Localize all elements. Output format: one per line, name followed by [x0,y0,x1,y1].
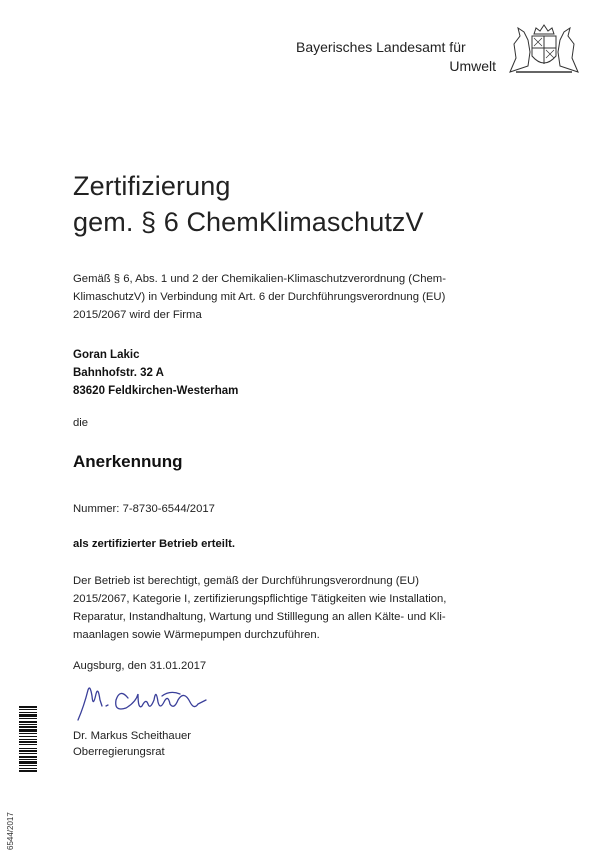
authority-name [296,38,496,76]
title-line-1: Zertifizierung [73,171,231,201]
scope-line-1: Der Betrieb ist berechtigt, gemäß der Durchführungsverordnung (EU) [73,575,419,587]
signer-block [73,728,191,760]
authority-line-1: Bayerisches Landesamt für [296,39,466,55]
handwritten-signature [66,676,216,726]
intro-line-2: KlimaschutzV) in Verbindung mit Art. 6 der Durchführungsverordnung (EU) [73,291,446,303]
signer-role: Oberregierungsrat [73,746,165,758]
granted-statement: als zertifizierter Betrieb erteilt. [73,538,235,550]
barcode-number: 6544/2017 [6,812,15,850]
scope-line-3: Reparatur, Instandhaltung, Wartung und Stilllegung an allen Kälte- und Kli- [73,611,446,623]
die-text: die [73,417,89,429]
recognition-heading: Anerkennung [73,452,183,471]
coat-of-arms-icon [506,22,582,74]
intro-line-1: Gemäß § 6, Abs. 1 und 2 der Chemikalien-Klimaschutzverordnung (Chem- [73,273,446,285]
scope-paragraph [73,572,513,644]
certificate-number: Nummer: 7-8730-6544/2017 [73,503,215,515]
barcode-icon [19,706,37,792]
scope-line-2: 2015/2067, Kategorie I, zertifizierungspflichtige Tätigkeiten wie Installation, [73,593,447,605]
company-name: Goran Lakic [73,349,140,361]
company-street: Bahnhofstr. 32 A [73,367,164,379]
signer-name: Dr. Markus Scheithauer [73,730,192,742]
intro-line-3: 2015/2067 wird der Firma [73,309,202,321]
intro-paragraph [73,270,513,324]
company-city: 83620 Feldkirchen-Westerham [73,385,239,397]
place-and-date: Augsburg, den 31.01.2017 [73,660,207,672]
title-line-2: gem. § 6 ChemKlimaschutzV [73,207,424,237]
scope-line-4: maanlagen sowie Wärmepumpen durchzuführen. [73,629,320,641]
company-address [73,346,238,400]
certificate-title [73,168,424,240]
authority-line-2: Umwelt [449,58,496,74]
